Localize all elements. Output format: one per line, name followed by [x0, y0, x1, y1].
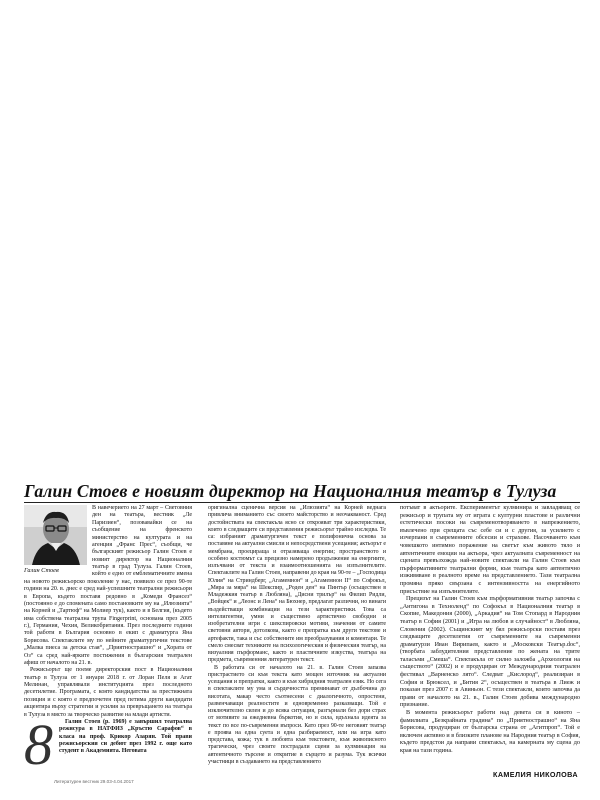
author-name: КАМЕЛИЯ НИКОЛОВА: [493, 770, 578, 779]
column-3-paragraph-2: Прецизът на Галин Стоев към пърформативния театър започва с „Антигона в Техноленд“ по Софокъл в Националния театър в Скопие, Македония (2000), „Аркадия“ на Том Стопард в Народния театър в София (2001) и „Игра на любов и случайност“ в Любляна, Словения (2002). Същинският му бял режисьорски поставя през следващите десетилетия от съвременните на съвременни драматурзи Иван Вирипаев, както и „Московски Театър.doc“, (творбата заблудителния представление по жената на трите таласъми „Смеша“. Спектакъла от силно заложба „Археология на съществото“ (2002) и е продуциран от Международния театрален фестивал „Варненско лято“. Следват „Кислород“, реализиран в София и Брюксел, и „Бития 2“, осъществен в театъра в Лиеж и показан през 2007 г. в Авиньон. С тези спектакли, които започва да прави от началото на 21. в., Галин Стоев добива международно признание.: [400, 596, 580, 709]
page-footer: Литературен вестник 29.03-4.04.2017: [54, 779, 134, 784]
article-column-3: [400, 505, 580, 756]
column-1-paragraph-1: В навечерието на 27 март – Световния ден на театъра, вестник „Ле Паризиен“, позовавайки се на съобщение на френското министерство на културата и на агенция „Франс Прес“, съобщи, че българският режисьор Галин Стоев е новият директор на Националния театър в град Тулуза. Галин Стоев, който е едно от емблематичните имена на новото режисьорско поколение у нас, появило се през 90-те години на 20. в. днес е сред най-успешните театрални режисьори в Европа, където поставя редовно в „Комеди Франсез“ (постоянно е до спомената само постановките му на „Илюзията“ на Корней и „Тартюф“ на Молиер тук), както и в Белгия, (където има собствена театрална трупа Fingerprint, основана през 2005 г.), Германия, Чехия, Великобритания. През последните години той работи в България основно в екип с драматурга Яна Борисова. Спектаклите му по нейните драматургични текстове „Малка пиеса за детска стая“, „Приятнострашно“ и „Хората от Оз“ са сред най-ярките постижения в българския театрален афиш от началото на 21. в.: [24, 505, 192, 666]
column-1-paragraph-3: Галин Стоев (р. 1969) е завършил театрална режисура в НАТФИЗ „Кръстю Сарафов“ в класа на проф. Крикор Азарян. Той прави режисьорския си дебют през 1992 г. още като студент в Академията. Неговата: [59, 718, 192, 755]
column-3-paragraph-3: В момента режисьорът работи над девета си в киното – фамилиата „Безкрайната градина“ по „Приятнострашно“ на Яна Борисова, продуциран от българска страна от „Агитпроп“. Той е включен активно и в близките планове на Народния театър в София, където предстои да направи спектакъл, на камерната му сцена до края на тази година.: [400, 710, 580, 754]
column-3-paragraph-1: потъват в актьорите. Експериментът кулминира и завладяващ се режисьор и трупата му от играта с културни пластове и различни естетически посоки на съвременотворяването в напрежението, въвлечено при срещата със себе си и с другия, за усилието с изчерпани в съвременните обсесии и страхове. Насочването към човешкото интимно поражение на светът към живото тяло и автентичните емоции на актьора, чрез актуалната съвременност на сцената превъзхожда най-новите спектакли на Галин Стоев към пърформативните театрални форми, към театъра като автентично изживяване в реалното време на представлението. Тази театрална промяна пряко свързана с интензивността на енергийното присъствие на изпълнителите.: [400, 505, 580, 595]
page-number: 8: [24, 711, 53, 777]
author-photo: [24, 505, 87, 565]
article-column-1: [24, 505, 192, 777]
article-title: Галин Стоев е новият директор на Националния театър в Тулуза: [24, 481, 557, 501]
article-column-2: [208, 505, 386, 766]
photo-caption: Галин Стоев: [24, 567, 59, 574]
title-rule: [24, 502, 580, 503]
column-2-paragraph-1: оригинална сценична версия на „Илюзията“ на Корней веднага привлича вниманието със своето майсторство и неочакваност. Сред достойнствата на спектакъла ясно се открояват три характеристики, които в следващите си представления режисьорът трайно изследва. Те са: избраният драматургичен текст е полифонична основа за поставяне на актуални смисли и непосредствени усещания; актьорът е мембрана, проецираща и отразяваща енергии; пространството и особено костюмът са прецизно намерено продължение на енергиите, излъчвани от текста и взаимоотношенията на изпълнителите. Спектаклите на Галин Стоев, направени до края на 90-те – „Господица Юлия“ на Стриндберг, „Агамемнон“ и „Агамемнон II“ по Софокъл, „Мяра за мяра“ на Шекспир, „Роден ден“ на Пинтър (осъществен в Младежкия театър в Любляна), „Дисни трилър“ на Филип Ридли, „Войцек“ и „Леонс и Лена“ на Бюхнер, предлагат различни, но винаги въздействащи комбинации на тези характеристики. Това са интелигентни, умни и съществено артистично свободни и изобретателни игри с шекспировски мотиви, значения от самите световни автори, дотолкова, както е препратка към други текстове и артефакти, така и със собствените им преобразувания и коментари. Те смело смесват техниките на психологическия и физическия театър, на визуалния пърформанс, както и пластичните изкуства, театъра на предмета, съвременния литературен текст.: [208, 505, 386, 664]
portrait-image: [24, 505, 87, 565]
column-2-paragraph-2: В работата си от началото на 21. в. Галин Стоев запазва пристрастието си към текста като мощен източник на актуални усещания и препратки, както и към хибридния театрален език. Но сега в спектаклите му ума и сърдечността преминават от дълбочина до висотата, макар често съотнесени с диалогичното, опростени, развенчаващи реалностите и едновременно разказващи. Той е изключително силен и до всяка ситуация, разгърнали без дори страх от мотивите за ежедневна бъркотия, но и сила, вдъхнала идеята за текст по все по-съвременни въпроси. Като през 90-те неговият театър е проява на една суета и една разбираемост, или на игра като представа, кожа; тук в любовта към текстовете, към живописното трагически, чрез своите пострадали сцени за кулминация на автентичното търсене и откритие в сърцето и разума. Тук всички участници в създаването на представлението: [208, 664, 386, 765]
column-1-paragraph-2: Режисьорът ще поеме директорския пост в Националния театър в Тулуза от 1 януари 2018 г. от Лоран Пеля и Агат Мелинан, управлявали институцията през последното десетилетие. Програмата, с която кандидатства за престижната позиция и с която е предпочетен пред петима други кандидати акцентира върху стратегии и усилия за превръщането на театъра в Тулуза в място за творческо развитие на млади артисти.: [24, 667, 192, 718]
